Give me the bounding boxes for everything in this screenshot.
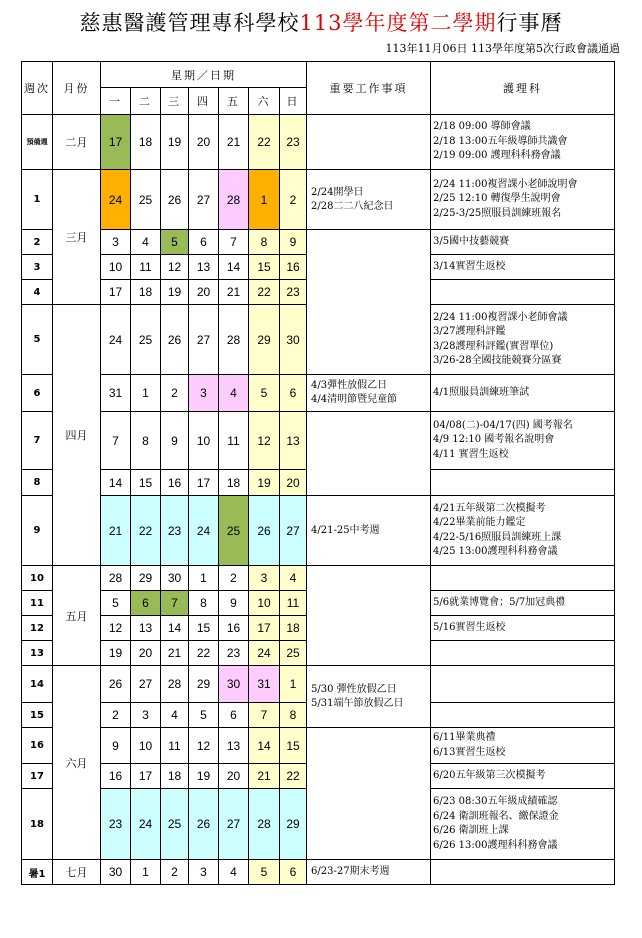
day-cell: 21 (161, 641, 189, 666)
weekday-header: 一 (101, 88, 131, 115)
day-cell: 13 (131, 616, 161, 641)
day-cell: 26 (189, 789, 219, 860)
weekday-header: 五 (219, 88, 249, 115)
nursing-cell (431, 764, 615, 789)
day-cell: 19 (189, 764, 219, 789)
day-cell: 12 (161, 255, 189, 280)
events-cell (307, 496, 431, 566)
day-cell: 24 (189, 496, 219, 566)
week-row (22, 566, 615, 591)
calendar-table (21, 61, 615, 885)
events-cell (307, 860, 431, 885)
day-cell: 11 (219, 412, 249, 470)
week-number: 18 (22, 789, 53, 860)
day-cell: 13 (189, 255, 219, 280)
month-label: 七月 (53, 860, 101, 885)
nursing-line: 6/11畢業典禮 (433, 732, 496, 743)
day-cell: 29 (249, 305, 280, 375)
day-cell: 28 (219, 305, 249, 375)
day-cell: 5 (161, 230, 189, 255)
nursing-line: 2/19 09:00 護理科科務會議 (433, 150, 561, 162)
nursing-cell (431, 496, 615, 566)
day-cell: 24 (249, 641, 280, 666)
day-cell: 15 (280, 728, 307, 764)
week-number: 預備週 (22, 115, 53, 170)
week-number: 4 (22, 280, 53, 305)
day-cell: 9 (219, 591, 249, 616)
week-number: 暑1 (22, 860, 53, 885)
day-cell: 20 (219, 764, 249, 789)
day-cell: 11 (280, 591, 307, 616)
day-cell: 13 (280, 412, 307, 470)
day-cell: 1 (131, 860, 161, 885)
nursing-line: 3/5國中技藝競賽 (433, 235, 510, 247)
weekday-header: 三 (161, 88, 189, 115)
day-cell: 18 (131, 115, 161, 170)
header-weekday-group: 星期／日期 (101, 62, 307, 88)
day-cell: 3 (189, 375, 219, 412)
day-cell: 16 (280, 255, 307, 280)
nursing-line: 6/26 13:00護理科科務會議 (433, 839, 558, 851)
day-cell: 25 (131, 305, 161, 375)
week-row (22, 115, 615, 170)
nursing-line: 4/1照服員訓練班筆試 (433, 386, 530, 398)
weekday-header: 日 (280, 88, 307, 115)
day-cell: 11 (131, 255, 161, 280)
day-cell: 21 (219, 280, 249, 305)
day-cell: 17 (101, 280, 131, 305)
day-cell: 25 (280, 641, 307, 666)
nursing-cell (431, 789, 615, 860)
day-cell: 3 (101, 230, 131, 255)
day-cell: 15 (249, 255, 280, 280)
nursing-cell (431, 375, 615, 412)
day-cell: 28 (249, 789, 280, 860)
week-row (22, 375, 615, 412)
day-cell: 30 (101, 860, 131, 885)
events-cell (307, 375, 431, 412)
day-cell: 17 (189, 470, 219, 496)
month-label: 六月 (53, 666, 101, 860)
day-cell: 21 (249, 764, 280, 789)
nursing-cell (431, 470, 615, 496)
nursing-line: 3/28護理科評鑑(實習單位) (433, 340, 554, 352)
nursing-line: 3/26-28全國技能競賽分區賽 (433, 355, 562, 366)
day-cell: 26 (161, 170, 189, 230)
day-cell: 26 (101, 666, 131, 703)
week-row (22, 230, 615, 255)
day-cell: 16 (219, 616, 249, 641)
day-cell: 22 (131, 496, 161, 566)
week-number: 1 (22, 170, 53, 230)
month-label: 四月 (53, 305, 101, 566)
header-month: 月份 (53, 62, 101, 115)
day-cell: 1 (249, 170, 280, 230)
week-number: 6 (22, 375, 53, 412)
day-cell: 14 (219, 255, 249, 280)
events-cell (307, 728, 431, 860)
nursing-cell (431, 728, 615, 764)
day-cell: 12 (249, 412, 280, 470)
nursing-line: 2/24 11:00複習課小老師會議 (433, 311, 568, 323)
day-cell: 22 (280, 764, 307, 789)
day-cell: 13 (219, 728, 249, 764)
events-cell (307, 566, 431, 666)
day-cell: 7 (161, 591, 189, 616)
title-term: 113學年度第二學期 (299, 11, 497, 35)
month-label: 五月 (53, 566, 101, 666)
day-cell: 9 (161, 412, 189, 470)
page-title (0, 10, 642, 36)
week-row (22, 170, 615, 230)
day-cell: 18 (131, 280, 161, 305)
month-label: 二月 (53, 115, 101, 170)
weekday-header: 二 (131, 88, 161, 115)
week-row (22, 728, 615, 764)
nursing-cell (431, 566, 615, 591)
day-cell: 20 (131, 641, 161, 666)
day-cell: 19 (249, 470, 280, 496)
week-number: 10 (22, 566, 53, 591)
nursing-cell (431, 860, 615, 885)
week-row (22, 860, 615, 885)
day-cell: 4 (161, 703, 189, 728)
nursing-line: 3/27護理科評鑑 (433, 326, 506, 337)
nursing-cell (431, 305, 615, 375)
day-cell: 4 (219, 375, 249, 412)
day-cell: 23 (101, 789, 131, 860)
nursing-line: 2/25 12:10 轉復學生說明會 (433, 193, 561, 205)
nursing-line: 6/23 08:30五年級成績確認 (433, 796, 558, 807)
nursing-line: 4/9 12:10 國考報名說明會 (433, 434, 555, 446)
day-cell: 18 (280, 616, 307, 641)
week-number: 14 (22, 666, 53, 703)
weekday-header: 六 (249, 88, 280, 115)
day-cell: 23 (219, 641, 249, 666)
day-cell: 25 (161, 789, 189, 860)
day-cell: 28 (161, 666, 189, 703)
day-cell: 21 (101, 496, 131, 566)
title-school: 慈惠醫護管理專科學校 (79, 11, 300, 35)
nursing-line: 2/18 09:00 導師會議 (433, 121, 531, 133)
day-cell: 5 (249, 375, 280, 412)
nursing-cell (431, 255, 615, 280)
event-line: 5/30 彈性放假乙日 (311, 683, 397, 695)
event-line: 2/24開學日 (311, 186, 364, 198)
week-number: 9 (22, 496, 53, 566)
day-cell: 10 (131, 728, 161, 764)
day-cell: 3 (249, 566, 280, 591)
nursing-line: 2/24 11:00複習課小老師說明會 (433, 178, 578, 190)
day-cell: 3 (131, 703, 161, 728)
week-number: 5 (22, 305, 53, 375)
week-number: 2 (22, 230, 53, 255)
week-number: 3 (22, 255, 53, 280)
day-cell: 17 (101, 115, 131, 170)
day-cell: 12 (189, 728, 219, 764)
day-cell: 26 (249, 496, 280, 566)
day-cell: 27 (219, 789, 249, 860)
events-cell (307, 230, 431, 375)
day-cell: 23 (280, 115, 307, 170)
nursing-line: 4/11 實習生返校 (433, 448, 509, 460)
day-cell: 8 (249, 230, 280, 255)
day-cell: 25 (131, 170, 161, 230)
events-cell (307, 666, 431, 728)
day-cell: 9 (101, 728, 131, 764)
day-cell: 6 (131, 591, 161, 616)
day-cell: 1 (131, 375, 161, 412)
day-cell: 29 (131, 566, 161, 591)
header-nursing: 護理科 (431, 62, 615, 115)
nursing-line: 4/25 13:00護理科科務會議 (433, 546, 558, 557)
events-cell (307, 412, 431, 496)
day-cell: 21 (219, 115, 249, 170)
day-cell: 27 (189, 305, 219, 375)
week-number: 11 (22, 591, 53, 616)
day-cell: 29 (189, 666, 219, 703)
day-cell: 12 (101, 616, 131, 641)
day-cell: 7 (249, 703, 280, 728)
week-row (22, 666, 615, 703)
day-cell: 20 (280, 470, 307, 496)
nursing-line: 6/20五年級第三次模擬考 (433, 769, 546, 781)
day-cell: 24 (131, 789, 161, 860)
approval-note: 113年11月06日 113學年度第5次行政會議通過 (385, 42, 620, 55)
day-cell: 4 (280, 566, 307, 591)
day-cell: 23 (161, 496, 189, 566)
day-cell: 8 (131, 412, 161, 470)
day-cell: 14 (101, 470, 131, 496)
day-cell: 17 (249, 616, 280, 641)
nursing-line: 6/13實習生返校 (433, 746, 506, 758)
nursing-line: 04/08(二)-04/17(四) 國考報名 (433, 419, 573, 431)
day-cell: 19 (161, 115, 189, 170)
day-cell: 2 (161, 375, 189, 412)
day-cell: 30 (280, 305, 307, 375)
month-label: 三月 (53, 170, 101, 305)
day-cell: 23 (280, 280, 307, 305)
week-number: 8 (22, 470, 53, 496)
nursing-line: 6/24 衛訓班報名、繳保證金 (433, 810, 559, 822)
day-cell: 2 (161, 860, 189, 885)
header-week: 週次 (22, 62, 53, 115)
nursing-cell (431, 666, 615, 703)
day-cell: 31 (101, 375, 131, 412)
day-cell: 19 (161, 280, 189, 305)
day-cell: 15 (131, 470, 161, 496)
nursing-cell (431, 616, 615, 641)
nursing-cell (431, 230, 615, 255)
day-cell: 24 (101, 170, 131, 230)
day-cell: 25 (219, 496, 249, 566)
day-cell: 5 (249, 860, 280, 885)
week-number: 16 (22, 728, 53, 764)
day-cell: 6 (189, 230, 219, 255)
day-cell: 27 (280, 496, 307, 566)
weekday-header: 四 (189, 88, 219, 115)
day-cell: 2 (280, 170, 307, 230)
day-cell: 15 (189, 616, 219, 641)
day-cell: 27 (131, 666, 161, 703)
day-cell: 1 (189, 566, 219, 591)
day-cell: 7 (101, 412, 131, 470)
event-line: 4/3彈性放假乙日 (311, 380, 388, 391)
day-cell: 2 (219, 566, 249, 591)
day-cell: 19 (101, 641, 131, 666)
day-cell: 14 (161, 616, 189, 641)
day-cell: 27 (189, 170, 219, 230)
week-number: 17 (22, 764, 53, 789)
nursing-cell (431, 280, 615, 305)
day-cell: 20 (189, 115, 219, 170)
week-number: 7 (22, 412, 53, 470)
nursing-line: 2/25-3/25照服員訓練班報名 (433, 207, 562, 219)
day-cell: 10 (101, 255, 131, 280)
day-cell: 8 (280, 703, 307, 728)
week-number: 12 (22, 616, 53, 641)
nursing-cell (431, 591, 615, 616)
day-cell: 5 (101, 591, 131, 616)
nursing-cell (431, 641, 615, 666)
day-cell: 3 (189, 860, 219, 885)
day-cell: 28 (101, 566, 131, 591)
day-cell: 2 (101, 703, 131, 728)
day-cell: 24 (101, 305, 131, 375)
day-cell: 29 (280, 789, 307, 860)
event-line: 6/23-27期末考週 (311, 866, 390, 877)
day-cell: 22 (249, 115, 280, 170)
event-line: 4/21-25中考週 (311, 524, 380, 536)
nursing-cell (431, 412, 615, 470)
nursing-cell (431, 703, 615, 728)
day-cell: 4 (131, 230, 161, 255)
nursing-line: 4/22畢業前能力鑑定 (433, 517, 526, 528)
nursing-line: 3/14實習生返校 (433, 260, 506, 272)
day-cell: 14 (249, 728, 280, 764)
week-number: 13 (22, 641, 53, 666)
day-cell: 18 (219, 470, 249, 496)
nursing-line: 4/22-5/16照服員訓練班上課 (433, 531, 562, 543)
week-row (22, 496, 615, 566)
day-cell: 17 (131, 764, 161, 789)
day-cell: 22 (189, 641, 219, 666)
event-line: 4/4清明節暨兒童節 (311, 394, 398, 405)
day-cell: 6 (219, 703, 249, 728)
title-suffix: 行事曆 (496, 11, 563, 35)
day-cell: 6 (280, 375, 307, 412)
day-cell: 20 (189, 280, 219, 305)
event-line: 2/28二二八紀念日 (311, 200, 394, 212)
nursing-line: 6/26 衛訓班上課 (433, 825, 509, 836)
day-cell: 6 (280, 860, 307, 885)
nursing-line: 5/6就業博覽會；5/7加冠典禮 (433, 596, 566, 608)
day-cell: 28 (219, 170, 249, 230)
day-cell: 10 (189, 412, 219, 470)
day-cell: 22 (249, 280, 280, 305)
nursing-cell (431, 170, 615, 230)
day-cell: 10 (249, 591, 280, 616)
day-cell: 5 (189, 703, 219, 728)
day-cell: 4 (219, 860, 249, 885)
nursing-line: 2/18 13:00五年級導師共識會 (433, 135, 568, 147)
week-row (22, 412, 615, 470)
day-cell: 9 (280, 230, 307, 255)
nursing-line: 5/16實習生返校 (433, 621, 506, 633)
day-cell: 16 (161, 470, 189, 496)
day-cell: 7 (219, 230, 249, 255)
day-cell: 16 (101, 764, 131, 789)
day-cell: 26 (161, 305, 189, 375)
day-cell: 1 (280, 666, 307, 703)
day-cell: 11 (161, 728, 189, 764)
nursing-line: 4/21五年級第二次模擬考 (433, 502, 546, 514)
event-line: 5/31端午節放假乙日 (311, 697, 404, 709)
events-cell (307, 115, 431, 170)
events-cell (307, 170, 431, 230)
header-events: 重要工作事項 (307, 62, 431, 115)
day-cell: 8 (189, 591, 219, 616)
day-cell: 18 (161, 764, 189, 789)
day-cell: 30 (161, 566, 189, 591)
week-number: 15 (22, 703, 53, 728)
nursing-cell (431, 115, 615, 170)
day-cell: 30 (219, 666, 249, 703)
day-cell: 31 (249, 666, 280, 703)
